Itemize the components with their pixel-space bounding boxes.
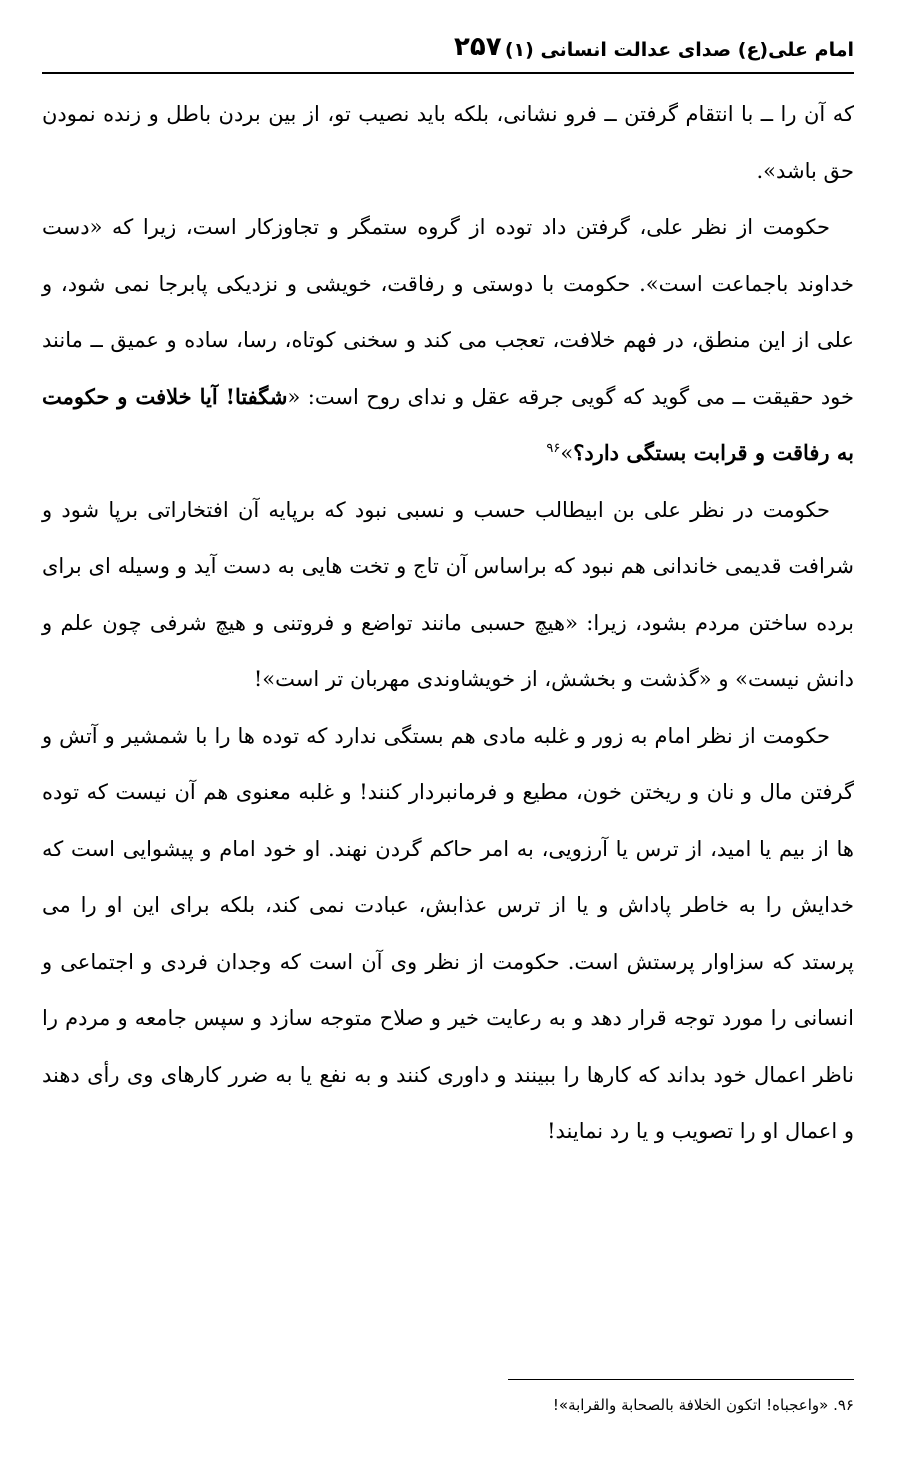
footnote-rule: [508, 1379, 854, 1380]
footnote: ۹۶. «واعجباه! اتکون الخلافة بالصحابة والقرابة»!: [552, 1396, 854, 1414]
paragraph-2-bold-quote: شگفتا! آیا خلافت و حکومت به رفاقت و قرابت بستگی دارد؟: [42, 383, 854, 465]
paragraph-2-end: »: [560, 441, 574, 465]
paragraph-3: حکومت در نظر علی بن ابیطالب حسب و نسبی نبود که برپایه آن افتخاراتی برپا شود و شرافت قدیمی خاندانی هم نبود که براساس آن تاج و تخت هایی به دست آید و وسیله ای برای برده ساختن مردم بشود، زیرا: «هیچ حسبی مانند تواضع و فروتنی و هیچ شرفی چون علم و دانش نیست» و «گذشت و بخشش، از خویشاوندی مهربان تر است»!: [42, 497, 854, 691]
paragraph-4: حکومت از نظر امام به زور و غلبه مادی هم بستگی ندارد که توده ها را با شمشیر و آتش و گرفتن مال و نان و ریختن خون، مطیع و فرمانبردار کنند! و غلبه معنوی هم آن نیست که توده ها از بیم یا امید، از ترس یا آرزویی، به امر حاکم گردن نهند. او خود امام و پیشوایی است که خدایش را به خاطر پاداش و یا از ترس عذابش، عبادت نمی کند، بلکه برای این او را می پرستد که سزاوار پرستش است. حکومت از نظر وی آن است که وجدان فردی و اجتماعی و انسانی را مورد توجه قرار دهد و به رعایت خیر و صلاح متوجه سازد و سپس جامعه و مردم را ناظر اعمال خود بداند که کارها را ببینند و داوری کنند و به نفع یا به ضرر کارهای وی رأی دهند و اعمال او را تصویب و یا رد نمایند!: [42, 723, 854, 1143]
running-title: امام علی(ع) صدای عدالت انسانی (۱): [504, 39, 854, 61]
page-number: ۲۵۷: [454, 32, 502, 62]
footnote-reference[interactable]: ۹۶: [546, 441, 561, 456]
paragraph-1: که آن را ــ با انتقام گرفتن ــ فرو نشانی، بلکه باید نصیب تو، از بین بردن باطل و زنده نمودن حق باشد».: [42, 102, 854, 183]
body-text: [42, 86, 854, 1160]
header-rule: [42, 72, 854, 74]
paragraph-2-text: حکومت از نظر علی، گرفتن داد توده از گروه ستمگر و تجاوزکار است، زیرا که «دست خداوند باجماعت است». حکومت با دوستی و رفاقت، خویشی و نزدیکی پابرجا نمی شود، و علی از این منطق، در فهم خلافت، تعجب می کند و سخنی کوتاه، رسا، ساده و عمیق ــ مانند خود حقیقت ــ می گوید که گویی جرقه عقل و ندای روح است: «: [42, 215, 855, 409]
paragraph-2: [42, 199, 854, 482]
running-header: [42, 30, 854, 70]
